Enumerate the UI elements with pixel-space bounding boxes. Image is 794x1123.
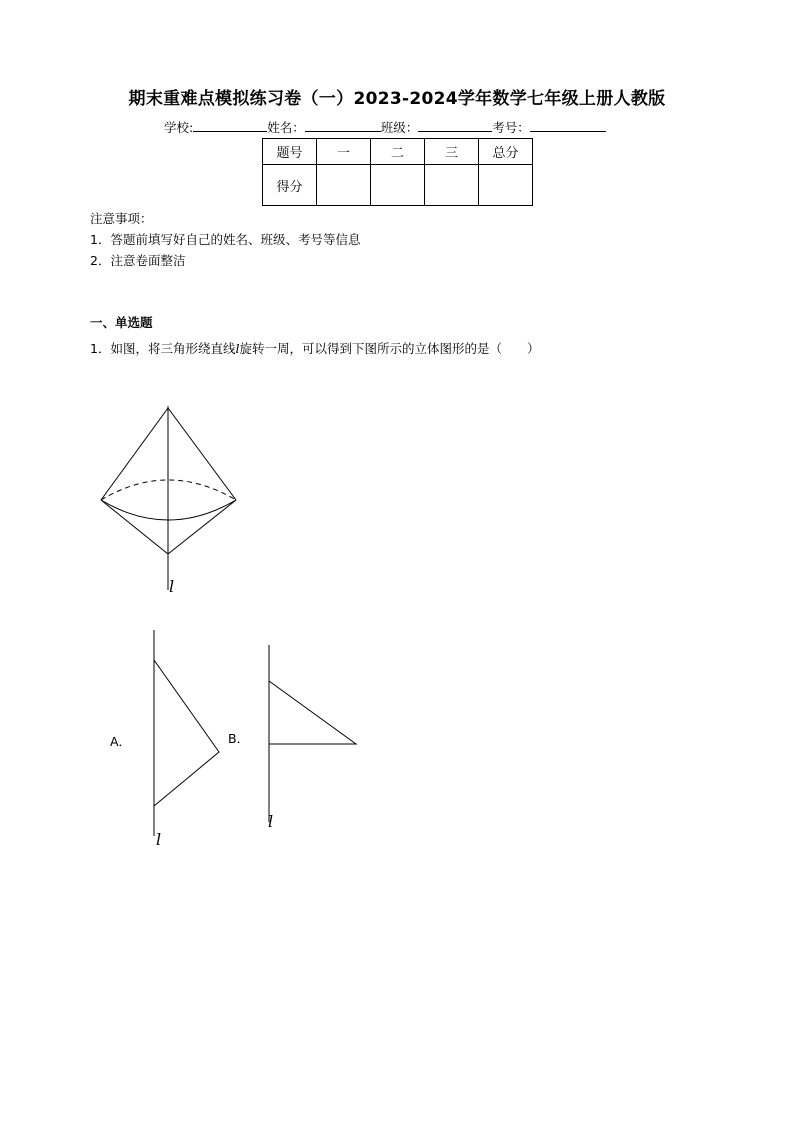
score-row-label: 得分 (263, 165, 317, 206)
header-cell: 总分 (479, 139, 533, 165)
section-title: 一、单选题 (90, 315, 153, 330)
cone-edge (168, 500, 236, 554)
triangle (154, 660, 219, 806)
option-a-axis-label: l (156, 830, 162, 849)
cone-edge (101, 408, 168, 500)
notes-heading: 注意事项： (90, 211, 153, 226)
axis-label: l (169, 577, 175, 596)
header-cell: 题号 (263, 139, 317, 165)
note-item: 2．注意卷面整洁 (90, 253, 186, 268)
option-a-label[interactable]: A． (110, 734, 132, 749)
school-label: 学校: (164, 120, 194, 135)
option-b-label[interactable]: B． (228, 731, 250, 746)
option-a-figure (154, 630, 219, 836)
question-1-suffix: 旋转一周，可以得到下图所示的立体图形的是（ ） (239, 341, 540, 356)
cone-edge (168, 408, 236, 500)
header-cell: 三 (425, 139, 479, 165)
class-label: 班级： (380, 120, 419, 135)
note-item: 1．答题前填写好自己的姓名、班级、考号等信息 (90, 232, 361, 247)
name-label: 姓名： (267, 120, 305, 135)
question-1-prefix: 1．如图，将三角形绕直线 (90, 341, 236, 356)
question-1-var: l (235, 341, 240, 356)
page-title: 期末重难点模拟练习卷（一）2023-2024学年数学七年级上册人教版 (128, 89, 666, 109)
header-cell: 一 (317, 139, 371, 165)
header-cell: 二 (371, 139, 425, 165)
cone-edge (101, 500, 168, 554)
option-b-figure (269, 645, 356, 822)
exam-no-label: 考号： (492, 120, 530, 135)
option-b-axis-label: l (268, 812, 274, 831)
triangle (269, 681, 356, 744)
double-cone-figure (101, 406, 236, 590)
